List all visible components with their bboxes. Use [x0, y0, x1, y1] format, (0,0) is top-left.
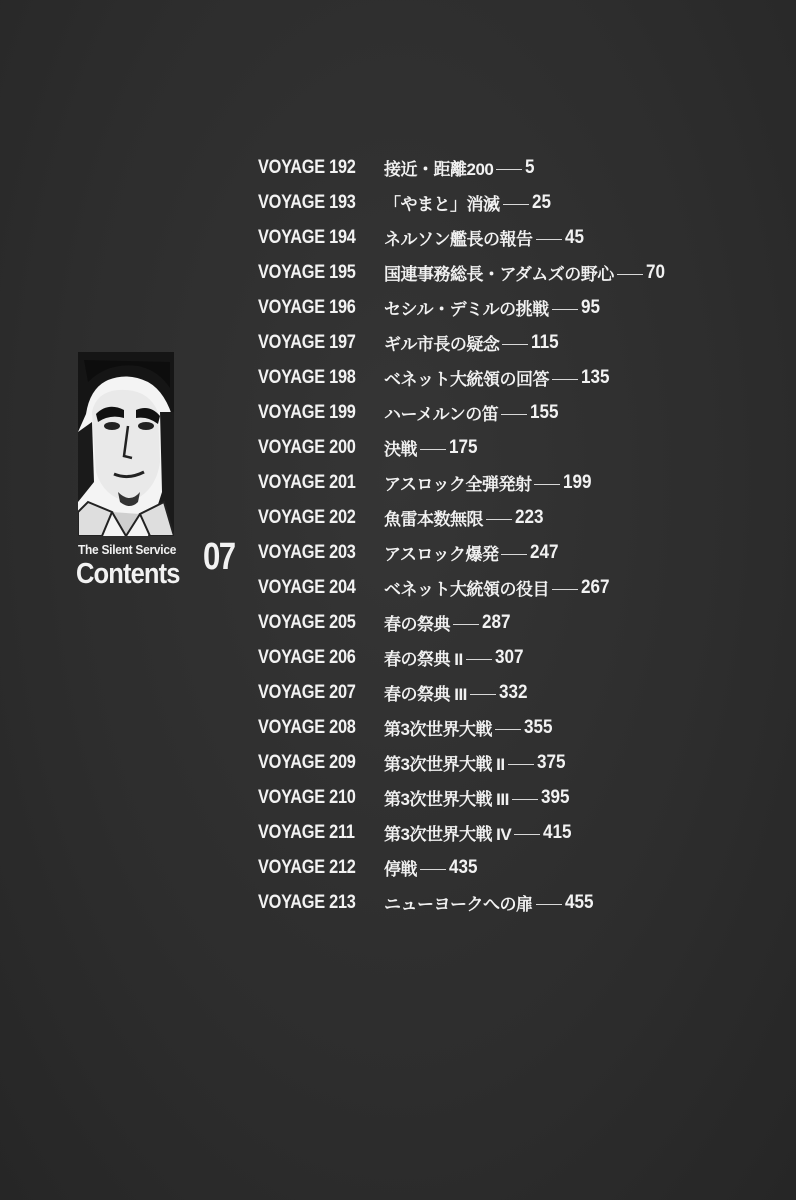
page-number: 247	[530, 541, 560, 563]
chapter-title: ニューヨークへの扉	[384, 895, 533, 914]
voyage-number: VOYAGE 198	[258, 366, 356, 388]
chapter-title: アスロック爆発	[384, 545, 499, 564]
toc-row[interactable]	[258, 430, 758, 465]
page-number: 45	[564, 226, 584, 248]
table-of-contents	[258, 150, 758, 920]
page-number: 267	[581, 576, 610, 598]
page-number: 375	[536, 751, 566, 773]
toc-row[interactable]	[258, 535, 758, 570]
chapter-title: 停戦	[384, 860, 417, 879]
leader-line	[552, 379, 578, 380]
chapter-title: 魚雷本数無限	[384, 510, 483, 529]
page-number: 95	[580, 296, 600, 318]
page-number: 155	[530, 401, 559, 423]
character-portrait-illustration	[78, 352, 174, 536]
leader-line	[617, 274, 643, 275]
toc-row[interactable]	[258, 640, 758, 675]
toc-row[interactable]	[258, 885, 758, 920]
page-number: 307	[494, 646, 524, 668]
toc-row[interactable]	[258, 220, 758, 255]
chapter-title: 「やまと」消滅	[384, 195, 500, 214]
chapter-title: アスロック全弾発射	[384, 475, 532, 494]
page-number: 223	[515, 506, 544, 528]
chapter-title: 接近・距離200	[384, 160, 494, 179]
toc-row[interactable]	[258, 465, 758, 500]
voyage-number: VOYAGE 201	[258, 471, 356, 493]
chapter-title: ギル市長の疑念	[384, 335, 500, 354]
voyage-number: VOYAGE 206	[258, 646, 356, 668]
leader-line	[496, 169, 522, 170]
leader-line	[501, 554, 527, 555]
toc-row[interactable]	[258, 360, 758, 395]
chapter-title: 決戦	[384, 440, 417, 459]
toc-row[interactable]	[258, 150, 758, 185]
contents-brand-block	[76, 536, 246, 596]
leader-line	[420, 869, 446, 870]
toc-row[interactable]	[258, 395, 758, 430]
page-number: 70	[645, 261, 665, 283]
toc-row[interactable]	[258, 325, 758, 360]
chapter-title: 春の祭典 III	[384, 685, 467, 704]
volume-number: 07	[203, 536, 235, 578]
voyage-number: VOYAGE 207	[258, 681, 356, 703]
chapter-title: 国連事務総長・アダムズの野心	[384, 265, 614, 284]
toc-row[interactable]	[258, 710, 758, 745]
voyage-number: VOYAGE 203	[258, 541, 356, 563]
chapter-title: 春の祭典	[384, 615, 450, 634]
chapter-title: 第3次世界大戦 IV	[384, 825, 512, 844]
leader-line	[495, 729, 521, 730]
chapter-title: 春の祭典 II	[384, 650, 463, 669]
contents-heading: Contents	[76, 558, 180, 590]
voyage-number: VOYAGE 195	[258, 261, 356, 283]
voyage-number: VOYAGE 199	[258, 401, 356, 423]
leader-line	[466, 659, 492, 660]
page-number: 395	[540, 786, 570, 808]
voyage-number: VOYAGE 196	[258, 296, 356, 318]
toc-row[interactable]	[258, 850, 758, 885]
series-name: The Silent Service	[78, 542, 177, 557]
toc-row[interactable]	[258, 185, 758, 220]
leader-line	[501, 414, 527, 415]
leader-line	[420, 449, 446, 450]
leader-line	[512, 799, 538, 800]
toc-row[interactable]	[258, 780, 758, 815]
page-number: 455	[564, 891, 594, 913]
leader-line	[552, 589, 578, 590]
toc-row[interactable]	[258, 605, 758, 640]
voyage-number: VOYAGE 209	[258, 751, 356, 773]
chapter-title: ハーメルンの笛	[384, 405, 499, 424]
toc-row[interactable]	[258, 745, 758, 780]
leader-line	[453, 624, 479, 625]
leader-line	[536, 904, 562, 905]
page-number: 199	[563, 471, 593, 493]
voyage-number: VOYAGE 202	[258, 506, 356, 528]
page-number: 415	[543, 821, 572, 843]
voyage-number: VOYAGE 210	[258, 786, 356, 808]
toc-row[interactable]	[258, 675, 758, 710]
page-number: 355	[523, 716, 553, 738]
toc-row[interactable]	[258, 290, 758, 325]
voyage-number: VOYAGE 213	[258, 891, 356, 913]
chapter-title: 第3次世界大戦	[384, 720, 492, 739]
toc-row[interactable]	[258, 570, 758, 605]
toc-row[interactable]	[258, 255, 758, 290]
voyage-number: VOYAGE 200	[258, 436, 356, 458]
leader-line	[514, 834, 540, 835]
page-number: 115	[531, 331, 559, 353]
leader-line	[486, 519, 512, 520]
voyage-number: VOYAGE 193	[258, 191, 356, 213]
leader-line	[536, 239, 562, 240]
page-number: 135	[581, 366, 610, 388]
chapter-title: セシル・デミルの挑戦	[384, 300, 549, 319]
toc-row[interactable]	[258, 500, 758, 535]
voyage-number: VOYAGE 197	[258, 331, 356, 353]
page-number: 287	[482, 611, 511, 633]
chapter-title: 第3次世界大戦 III	[384, 790, 509, 809]
toc-row[interactable]	[258, 815, 758, 850]
chapter-title: ベネット大統領の役目	[384, 580, 549, 599]
leader-line	[470, 694, 496, 695]
chapter-title: ネルソン艦長の報告	[384, 230, 533, 249]
leader-line	[534, 484, 560, 485]
chapter-title: 第3次世界大戦 II	[384, 755, 505, 774]
chapter-title: ベネット大統領の回答	[384, 370, 549, 389]
leader-line	[503, 204, 529, 205]
voyage-number: VOYAGE 212	[258, 856, 356, 878]
page-number: 25	[531, 191, 551, 213]
page-number: 435	[449, 856, 478, 878]
page-number: 175	[449, 436, 478, 458]
page-number: 332	[498, 681, 528, 703]
leader-line	[502, 344, 528, 345]
voyage-number: VOYAGE 192	[258, 156, 356, 178]
leader-line	[552, 309, 578, 310]
page-number: 5	[525, 156, 535, 178]
voyage-number: VOYAGE 194	[258, 226, 356, 248]
leader-line	[508, 764, 534, 765]
voyage-number: VOYAGE 204	[258, 576, 356, 598]
voyage-number: VOYAGE 208	[258, 716, 356, 738]
voyage-number: VOYAGE 205	[258, 611, 356, 633]
voyage-number: VOYAGE 211	[258, 821, 355, 843]
